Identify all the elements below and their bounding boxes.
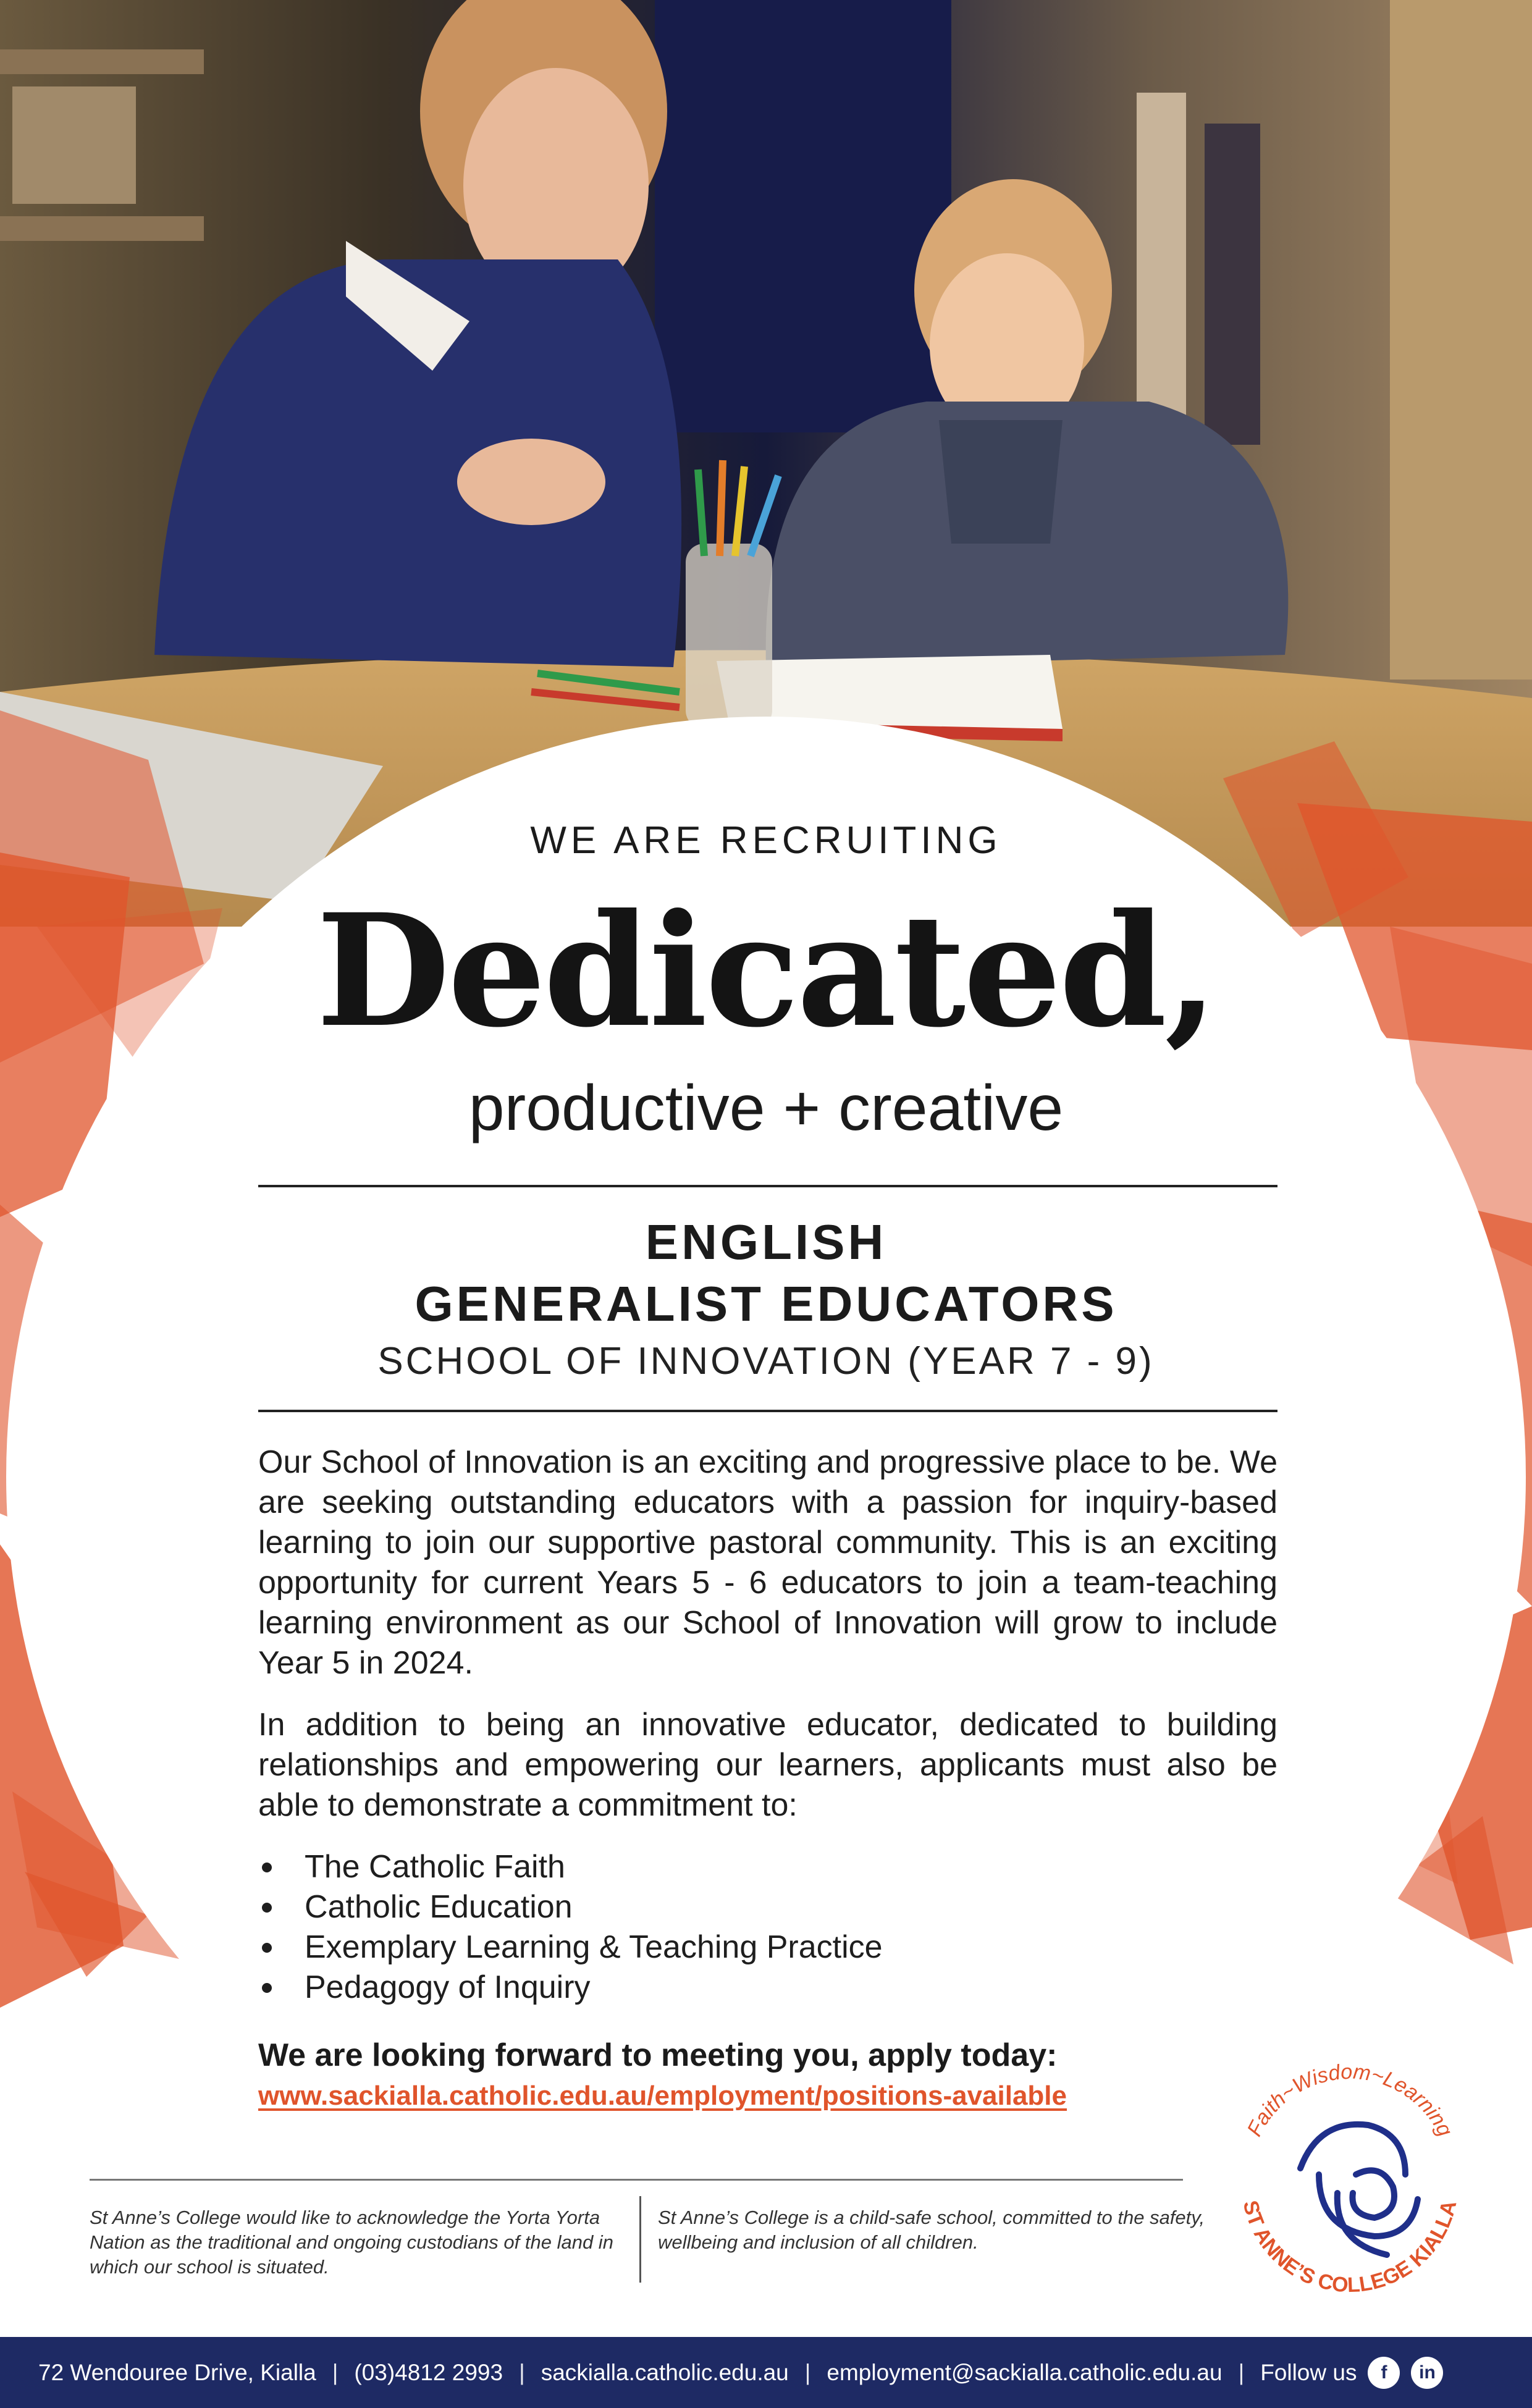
footer-website[interactable]: sackialla.catholic.edu.au	[541, 2359, 789, 2385]
footer-email[interactable]: employment@sackialla.catholic.edu.au	[827, 2359, 1223, 2385]
contact-footer	[0, 2337, 1532, 2408]
headline: Dedicated,	[316, 880, 1216, 1061]
call-to-action: We are looking forward to meeting you, apply today:	[258, 2037, 1058, 2073]
child-safe-statement: St Anne’s College is a child-safe school, committed to the safety, wellbeing and inclusion of all children.	[658, 2207, 1205, 2253]
list-item: Pedagogy of Inquiry	[258, 1968, 883, 2008]
position-title: GENERALIST EDUCATORS	[415, 1276, 1117, 1331]
divider-bottom	[258, 1410, 1277, 1412]
list-item: Exemplary Learning & Teaching Practice	[258, 1927, 883, 1968]
list-item: Catholic Education	[258, 1887, 883, 1927]
svg-text:ST ANNE’S COLLEGE KIALLA	[1239, 2198, 1462, 2297]
svg-text:Faith~Wisdom~Learning	[1243, 2060, 1457, 2141]
linkedin-icon[interactable]: in	[1411, 2357, 1443, 2389]
mother-child-icon	[1300, 2124, 1418, 2255]
college-logo	[1226, 2051, 1473, 2298]
footer-separator: |	[1238, 2359, 1245, 2385]
position-subject: ENGLISH	[645, 1215, 887, 1269]
list-item: The Catholic Faith	[258, 1847, 883, 1887]
logo-name: ST ANNE’S COLLEGE KIALLA	[1238, 2198, 1462, 2297]
commitment-list	[258, 1847, 883, 2008]
logo-motto: Faith~Wisdom~Learning	[1242, 2060, 1457, 2141]
subheadline: productive + creative	[468, 1072, 1064, 1144]
divider-top	[258, 1185, 1277, 1187]
recruiting-kicker: WE ARE RECRUITING	[530, 819, 1002, 862]
footer-divider	[90, 2179, 1183, 2181]
requirements-paragraph: In addition to being an innovative educator, dedicated to building relationships and empowering our learners, applicants must also be able to demonstrate a commitment to:	[258, 1707, 1277, 1823]
apply-link[interactable]: www.sackialla.catholic.edu.au/employment/positions-available	[258, 2081, 1067, 2111]
country-acknowledgement: St Anne’s College would like to acknowledge the Yorta Yorta Nation as the traditional and ongoing custodians of the land in which our school is situated.	[90, 2207, 613, 2278]
footer-separator: |	[332, 2359, 339, 2385]
footer-follow-label: Follow us	[1260, 2359, 1357, 2385]
acknowledgement-separator	[639, 2196, 641, 2283]
facebook-icon[interactable]: f	[1368, 2357, 1400, 2389]
position-school: SCHOOL OF INNOVATION (YEAR 7 - 9)	[377, 1340, 1155, 1383]
footer-separator: |	[804, 2359, 811, 2385]
intro-paragraph: Our School of Innovation is an exciting and progressive place to be. We are seeking outstanding educators with a passion for inquiry-based learning to join our supportive pastoral community. This is an exciting opportunity for current Years 5 - 6 educators to join a team-teaching learning environment as our School of Innovation will grow to include Year 5 in 2024.	[258, 1444, 1277, 1681]
footer-phone[interactable]: (03)4812 2993	[354, 2359, 503, 2385]
footer-address: 72 Wendouree Drive, Kialla	[38, 2359, 316, 2385]
footer-separator: |	[519, 2359, 525, 2385]
